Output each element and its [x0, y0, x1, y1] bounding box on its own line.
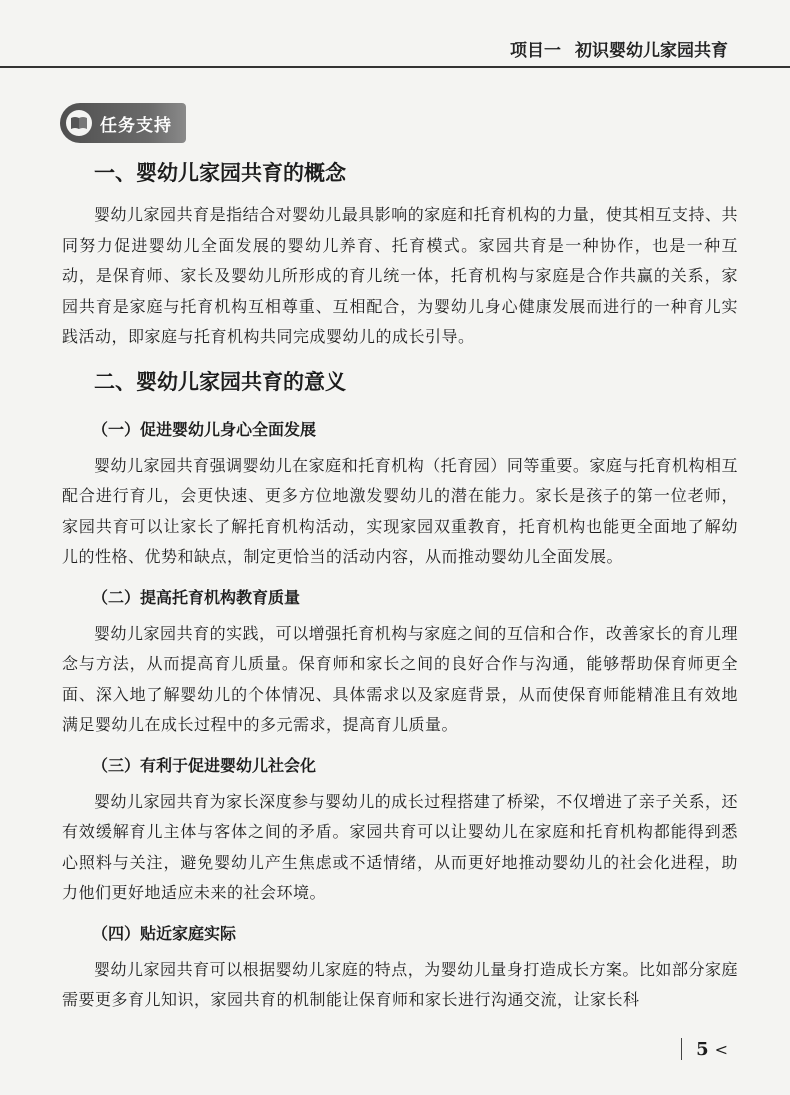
task-support-badge — [60, 103, 186, 143]
page-arrow-icon: < — [714, 1039, 728, 1059]
subsection-3-paragraph: 婴幼儿家园共育为家长深度参与婴幼儿的成长过程搭建了桥梁，不仅增进了亲子关系，还有效缓解育儿主体与客体之间的矛盾。家园共育可以让婴幼儿在家庭和托育机构都能得到悉心照料与关注，避免婴幼儿产生焦虑或不适情绪，从而更好地推动婴幼儿的社会化进程，助力他们更好地适应未来的社会环境。 — [62, 791, 738, 902]
subsection-2-paragraph: 婴幼儿家园共育的实践，可以增强托育机构与家庭之间的互信和合作，改善家长的育儿理念与方法，从而提高育儿质量。保育师和家长之间的良好合作与沟通，能够帮助保育师更全面、深入地了解婴幼儿的个体情况、具体需求以及家庭背景，从而使保育师能精准且有效地满足婴幼儿在成长过程中的多元需求，提高育儿质量。 — [62, 623, 738, 734]
project-label: 项目一 — [510, 41, 561, 61]
page-number: 5 — [696, 1038, 709, 1060]
section-1-title: 一、婴幼儿家园共育的概念 — [94, 161, 346, 185]
header-rule — [0, 66, 790, 68]
page-content — [62, 158, 738, 1016]
section-1-paragraph: 婴幼儿家园共育是指结合对婴幼儿最具影响的家庭和托育机构的力量，使其相互支持、共同努力促进婴幼儿全面发展的婴幼儿养育、托育模式。家园共育是一种协作，也是一种互动，是保育师、家长及婴幼儿所形成的育儿统一体，托育机构与家庭是合作共赢的关系，家园共育是家庭与托育机构互相尊重、互相配合，为婴幼儿身心健康发展而进行的一种育儿实践活动，即家庭与托育机构共同完成婴幼儿的成长引导。 — [62, 205, 738, 346]
running-head — [510, 36, 728, 61]
subsection-4-title: （四）贴近家庭实际 — [92, 923, 237, 943]
subsection-2-title: （二）提高托育机构教育质量 — [92, 587, 301, 607]
footer-divider — [681, 1038, 682, 1060]
book-icon — [66, 110, 92, 136]
subsection-3-title: （三）有利于促进婴幼儿社会化 — [92, 755, 317, 775]
badge-label: 任务支持 — [100, 115, 172, 136]
page-footer — [681, 1038, 728, 1060]
subsection-1-paragraph: 婴幼儿家园共育强调婴幼儿在家庭和托育机构（托育园）同等重要。家庭与托育机构相互配合进行育儿，会更快速、更多方位地激发婴幼儿的潜在能力。家长是孩子的第一位老师，家园共育可以让家长了解托育机构活动，实现家园双重教育，托育机构也能更全面地了解幼儿的性格、优势和缺点，制定更恰当的活动内容，从而推动婴幼儿全面发展。 — [62, 455, 738, 566]
section-2-title: 二、婴幼儿家园共育的意义 — [94, 369, 346, 394]
page-header — [0, 0, 790, 68]
chapter-title: 初识婴幼儿家园共育 — [575, 41, 728, 61]
subsection-4-paragraph: 婴幼儿家园共育可以根据婴幼儿家庭的特点，为婴幼儿量身打造成长方案。比如部分家庭需要更多育儿知识，家园共育的机制能让保育师和家长进行沟通交流，让家长科 — [62, 959, 738, 1009]
subsection-1-title: （一）促进婴幼儿身心全面发展 — [92, 419, 317, 439]
